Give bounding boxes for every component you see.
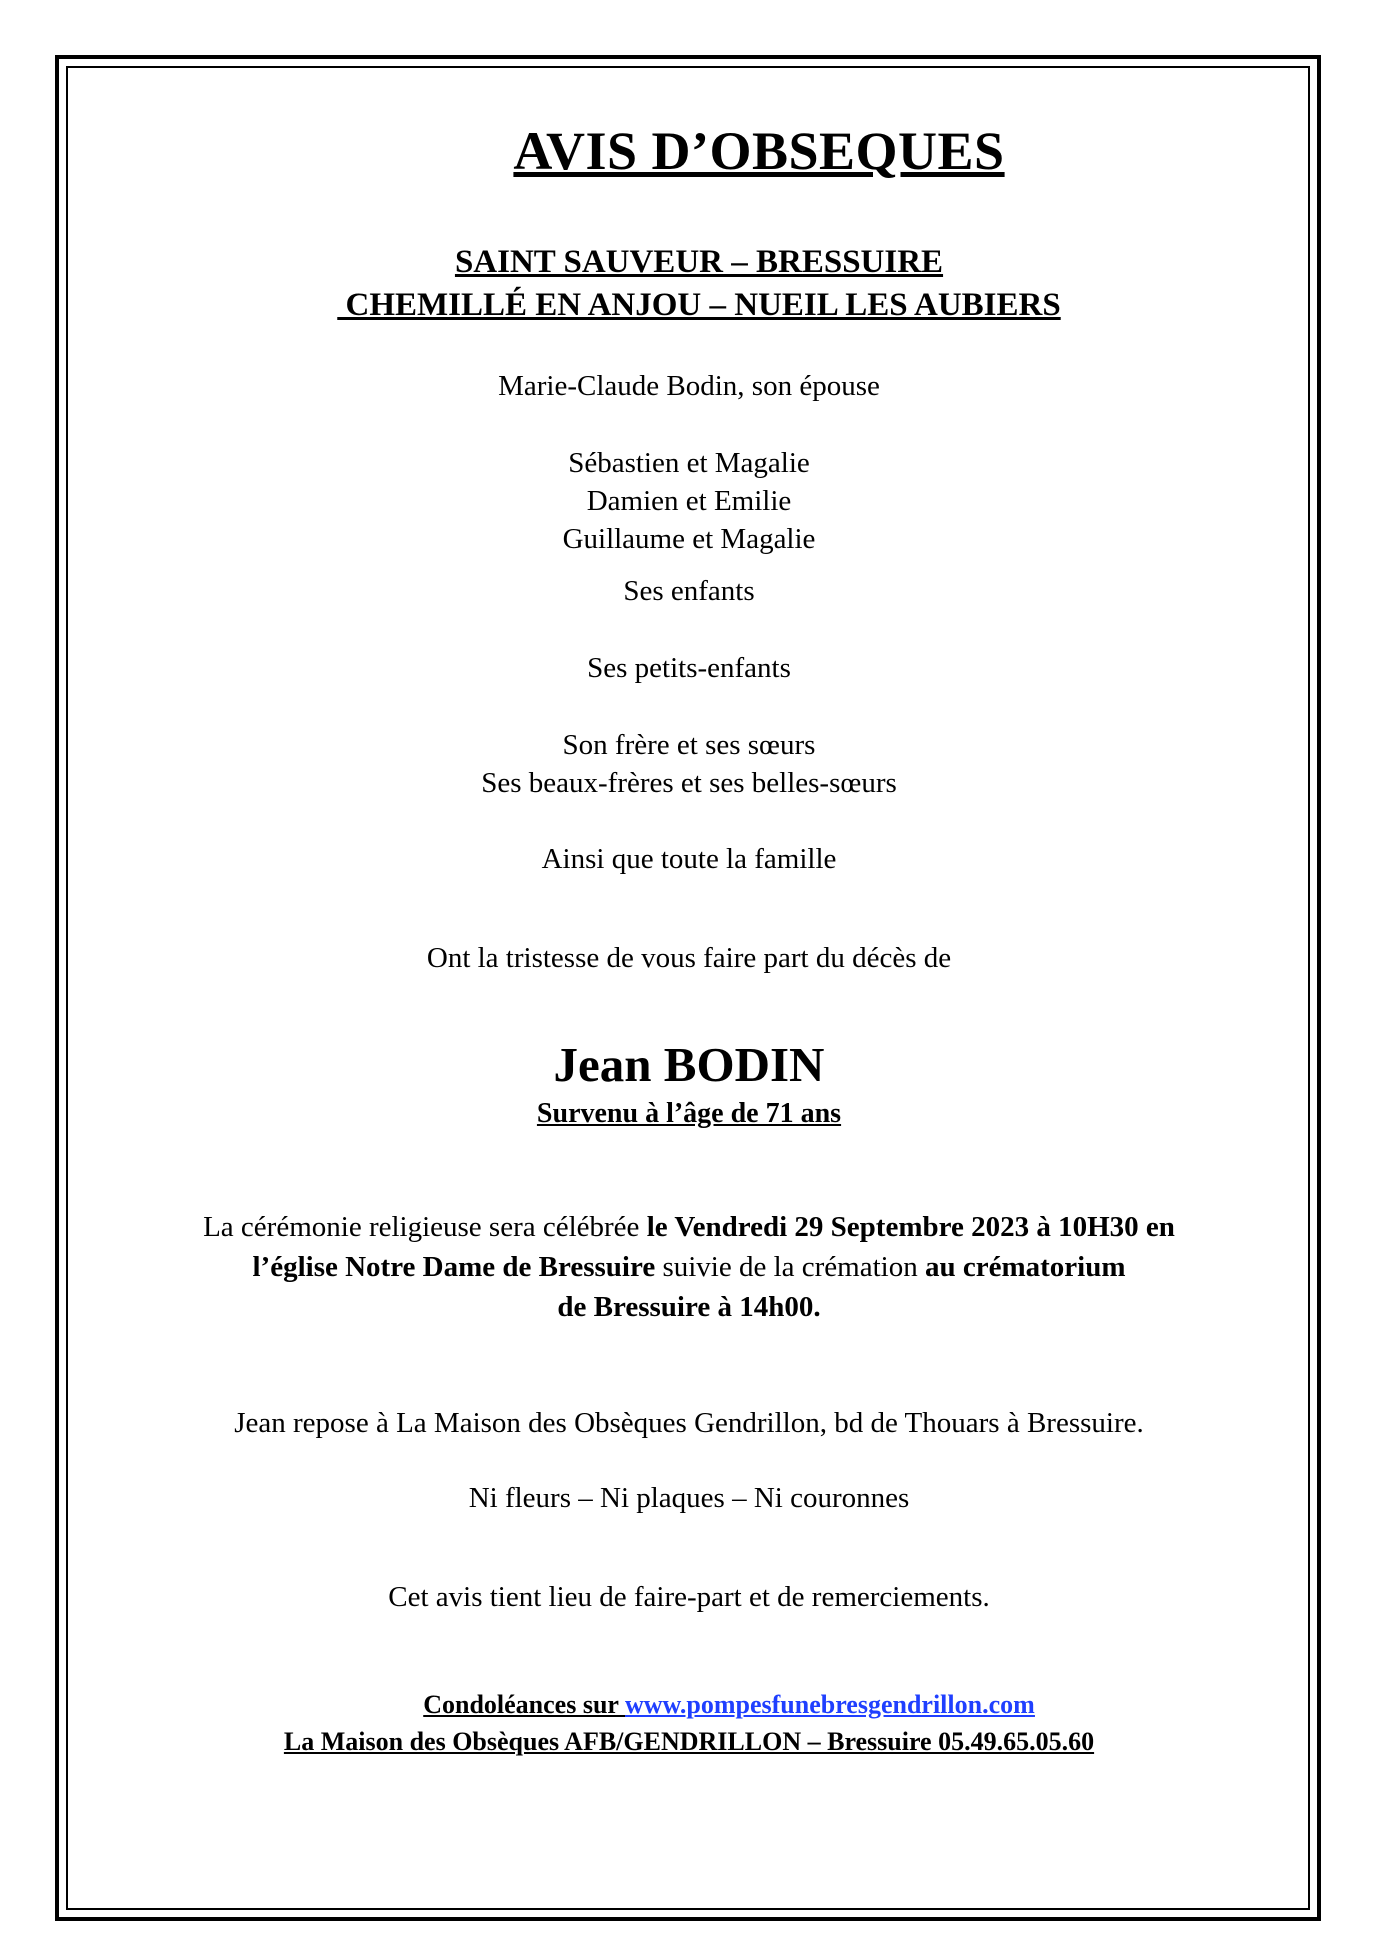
announcement-line: Ont la tristesse de vous faire part du décès de xyxy=(426,942,952,974)
condolences-line xyxy=(40,1690,1378,1720)
deceased-age: Survenu à l’âge de 71 ans xyxy=(536,1098,842,1129)
child-1: Sébastien et Magalie xyxy=(568,447,810,479)
locations-line-2: CHEMILLÉ EN ANJOU – NUEIL LES AUBIERS xyxy=(337,287,1061,323)
ceremony-cremation-time: de Bressuire à 14h00. xyxy=(557,1291,821,1323)
child-3: Guillaume et Magalie xyxy=(562,523,816,555)
ceremony-crematorium: au crématorium xyxy=(924,1251,1126,1283)
child-2: Damien et Emilie xyxy=(586,485,792,517)
rest-line: Jean repose à La Maison des Obsèques Gendrillon, bd de Thouars à Bressuire. xyxy=(234,1407,1144,1439)
deceased-name: Jean BODIN xyxy=(553,1037,825,1092)
notice-line: Cet avis tient lieu de faire-part et de remerciements. xyxy=(388,1581,990,1613)
condolences-label: Condoléances sur xyxy=(423,1690,625,1719)
siblings-line: Son frère et ses sœurs xyxy=(562,729,816,761)
ceremony-date: le Vendredi 29 Septembre 2023 à 10H30 en xyxy=(646,1211,1175,1243)
inner-border xyxy=(66,66,1310,1910)
flowers-line: Ni fleurs – Ni plaques – Ni couronnes xyxy=(468,1482,910,1514)
ceremony-line-1 xyxy=(0,1211,1378,1244)
ceremony-church: l’église Notre Dame de Bressuire xyxy=(252,1251,656,1283)
page-title: AVIS D’OBSEQUES xyxy=(513,121,1005,181)
ceremony-line-3 xyxy=(0,1291,1378,1324)
ceremony-text-2: suivie de la crémation xyxy=(655,1251,925,1283)
company-line: La Maison des Obsèques AFB/GENDRILLON – Bressuire 05.49.65.05.60 xyxy=(283,1727,1095,1756)
ceremony-line-2 xyxy=(0,1251,1378,1284)
family-line: Ainsi que toute la famille xyxy=(541,843,837,875)
ceremony-text-1: La cérémonie religieuse sera célébrée xyxy=(203,1211,647,1243)
spouse-line: Marie-Claude Bodin, son épouse xyxy=(498,370,880,402)
website-link[interactable]: www.pompesfunebresgendrillon.com xyxy=(625,1690,1035,1719)
locations-line-1: SAINT SAUVEUR – BRESSUIRE xyxy=(454,244,944,280)
grandchildren-line: Ses petits-enfants xyxy=(587,652,791,684)
in-laws-line: Ses beaux-frères et ses belles-sœurs xyxy=(481,767,897,799)
children-label: Ses enfants xyxy=(623,575,755,607)
